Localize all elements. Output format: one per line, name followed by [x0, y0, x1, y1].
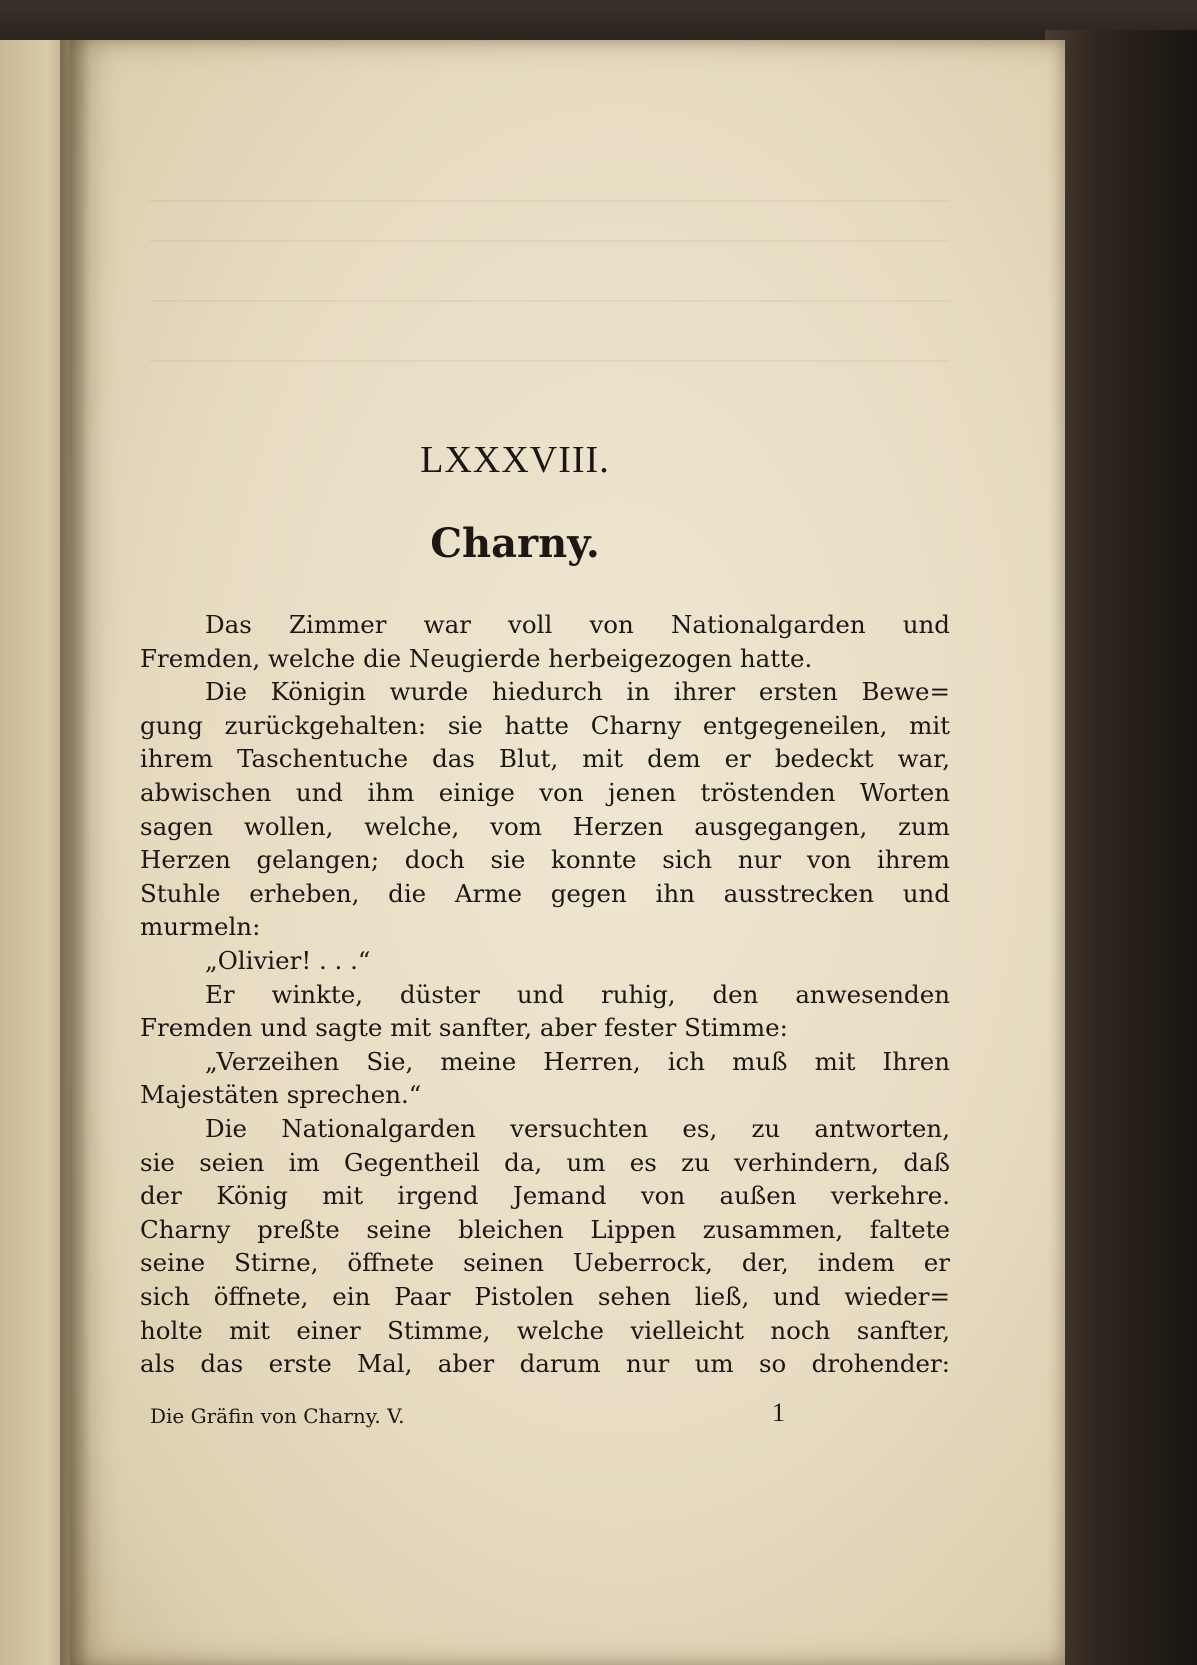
show-through-line [150, 240, 950, 242]
text-line: Fremden und sagte mit sanfter, aber fester Stimme: [140, 1013, 788, 1043]
text-line: holte mit einer Stimme, welche vielleicht noch sanfter, [140, 1315, 950, 1345]
text-line: „Verzeihen Sie, meine Herren, ich muß mit Ihren [205, 1046, 950, 1076]
text-line: murmeln: [140, 912, 261, 942]
text-line: Stuhle erheben, die Arme gegen ihn ausstrecken und [140, 878, 950, 908]
sheet-number: 1 [772, 1398, 785, 1427]
text-line: Die Nationalgarden versuchten es, zu antworten, [205, 1114, 950, 1143]
text-line: sie seien im Gegentheil da, um es zu verhindern, daß [140, 1147, 950, 1177]
text-line: „Olivier! . . .“ [205, 946, 371, 975]
text-line: seine Stirne, öffnete seinen Ueberrock, der, indem er [140, 1248, 950, 1278]
page-gutter-shadow [60, 40, 90, 1665]
show-through-line [150, 200, 950, 202]
text-line: ihrem Taschentuche das Blut, mit dem er bedeckt war, [140, 744, 950, 774]
text-line: abwischen und ihm einige von jenen tröstenden Worten [140, 778, 950, 807]
text-line: Die Königin wurde hiedurch in ihrer ersten Bewe= [205, 677, 950, 707]
text-line: der König mit irgend Jemand von außen verkehre. [140, 1181, 950, 1211]
chapter-number: LXXXVIII. [420, 439, 610, 481]
text-line: Fremden, welche die Neugierde herbeigezogen hatte. [140, 643, 813, 673]
book-spine [1045, 30, 1197, 1665]
text-line: Majestäten sprechen.“ [140, 1080, 422, 1110]
text-line: Er winkte, düster und ruhig, den anwesenden [205, 979, 950, 1009]
text-line: gung zurückgehalten: sie hatte Charny entgegeneilen, mit [140, 710, 950, 740]
chapter-title: Charny. [430, 520, 600, 567]
text-line: sagen wollen, welche, vom Herzen ausgegangen, zum [140, 811, 950, 841]
show-through-line [150, 360, 950, 362]
show-through-line [150, 300, 950, 302]
text-line: Charny preßte seine bleichen Lippen zusammen, faltete [140, 1214, 950, 1244]
text-line: sich öffnete, ein Paar Pistolen sehen ließ, und wieder= [140, 1282, 950, 1311]
text-line: als das erste Mal, aber darum nur um so drohender: [140, 1349, 950, 1379]
footer-signature: Die Gräfin von Charny. V. [150, 1404, 405, 1428]
text-line: Das Zimmer war voll von Nationalgarden und [205, 610, 950, 639]
text-line: Herzen gelangen; doch sie konnte sich nur von ihrem [140, 845, 950, 875]
